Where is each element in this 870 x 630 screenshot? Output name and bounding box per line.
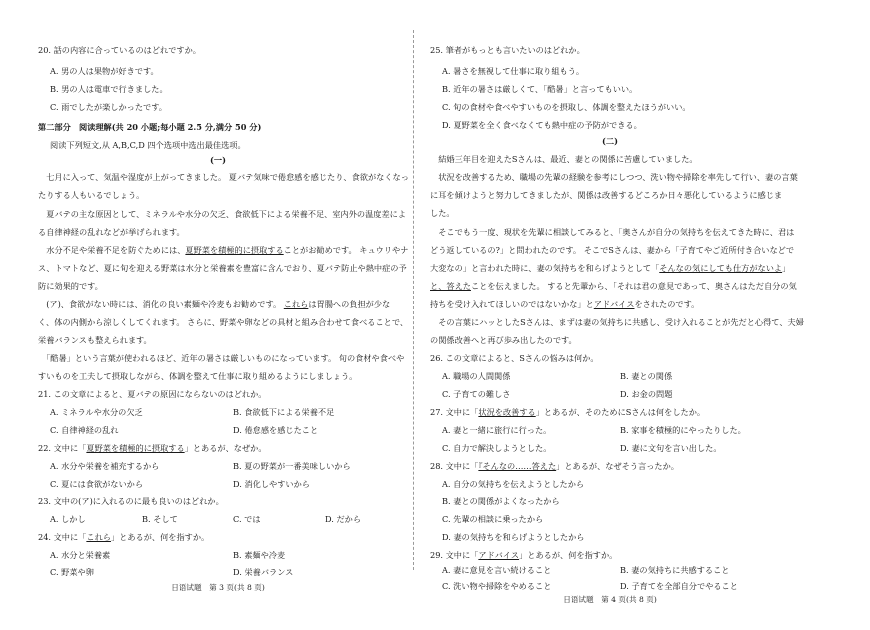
passage1-line: たりする人もいるでしょう。 <box>38 190 145 200</box>
q28-option-c: C. 先輩の相談に乗ったから <box>442 514 544 524</box>
q27-option-d: D. 妻に文句を言い出した。 <box>620 443 722 453</box>
q23-option-a: A. しかし <box>50 514 86 524</box>
q25-option-c: C. 旬の食材や食べやすいものを摂取し、体調を整えたほうがいい。 <box>442 102 691 112</box>
passage1-line: 夏バテの主な原因として、ミネラルや水分の欠乏、食欲低下による栄養不足、室内外の温度差によ <box>38 209 407 219</box>
underlined-phrase-4: アドバイス <box>593 299 635 309</box>
passage1-line: 栄養バランスも整えられます。 <box>38 335 152 345</box>
passage1-marker: (一) <box>210 155 226 165</box>
q25-stem: 25. 筆者がもっとも言いたいのはどれか。 <box>430 45 585 55</box>
underlined-phrase-2: これら <box>283 299 309 309</box>
passage1-line <box>38 300 390 308</box>
text-segment: 」とあるが、なぜそう言ったか。 <box>556 461 679 471</box>
q26-option-c: C. 子育ての難しさ <box>442 389 511 399</box>
q20-option-c: C. 雨でしたが楽しかったです。 <box>50 102 167 112</box>
q24-option-b: B. 素麺や冷麦 <box>233 550 286 560</box>
passage1-line <box>38 246 408 254</box>
passage1-line: 七月に入って、気温や湿度が上がってきました。 夏バテ気味で倦怠感を感じたり、食欲がなくなっ <box>38 172 409 182</box>
q20-stem: 20. 話の内容に合っているのはどれですか。 <box>38 45 201 55</box>
underlined-phrase: これら <box>86 532 111 542</box>
text-segment: 28. 文中に「 <box>430 461 479 471</box>
passage1-line: く、体の内側から涼しくしてくれます。 さらに、野菜や卵などの具材と組み合わせて食べることで、 <box>38 317 409 327</box>
q26-option-a: A. 職場の人間関係 <box>442 371 511 381</box>
text-segment: 22. 文中に「 <box>38 443 87 453</box>
q25-option-a: A. 暑さを無視して仕事に取り組もう。 <box>442 66 585 76</box>
page-footer: 日语试题 第 4 页(共 8 页) <box>563 595 657 604</box>
q26-option-d: D. お金の問題 <box>620 389 673 399</box>
text-segment: 」とあるが、何を指すか。 <box>519 550 618 560</box>
q21-option-c: C. 自律神経の乱れ <box>50 425 119 435</box>
q23-stem: 23. 文中の(ア)に入れるのに最も良いのはどれか。 <box>38 496 224 506</box>
column-divider <box>413 30 414 570</box>
passage2-line: に耳を傾けようと努力してきましたが、関係は改善するどころか日々悪化しているように感じま <box>430 190 783 200</box>
underlined-phrase-3-cont: と、答えた <box>430 281 471 291</box>
underlined-phrase-3: そんなの気にしても仕方がないよ <box>659 263 783 273</box>
q21-option-a: A. ミネラルや水分の欠乏 <box>50 407 143 417</box>
q28-stem <box>430 462 679 470</box>
passage2-marker: (二) <box>602 136 618 146</box>
q24-option-c: C. 野菜や卵 <box>50 567 94 577</box>
underlined-phrase-1: 夏野菜を積極的に摂取する <box>185 245 284 255</box>
q20-option-b: B. 男の人は電車で行きました。 <box>50 84 168 94</box>
text-segment: ことを伝えました。 すると先輩から、「それは君の意見であって、奥さんはただ自分の気 <box>470 281 797 291</box>
q26-option-b: B. 妻との関係 <box>620 371 673 381</box>
q28-option-b: B. 妻との関係がよくなったから <box>442 496 560 506</box>
q27-option-a: A. 妻と一緒に旅行に行った。 <box>442 425 552 435</box>
passage1-line: 防に効果的です。 <box>38 281 103 291</box>
left-page <box>38 0 409 630</box>
passage2-line <box>430 300 699 308</box>
text-segment: ことがお勧めです。 キュウリやナ <box>283 245 409 255</box>
q23-option-b: B. そして <box>142 514 178 524</box>
passage2-line: どう返しているの?」と問われたのです。 そこでSさんは、妻から「子育てやご近所付き合いなどで <box>430 245 795 255</box>
text-segment: 」とあるが、なぜか。 <box>184 443 267 453</box>
passage1-line: ス、トマトなど、夏に旬を迎える野菜は水分と栄養素を豊富に含んでおり、夏バテ防止や熱中症の予 <box>38 263 407 273</box>
passage2-line: 状況を改善するため、職場の先輩の経験を参考にしつつ、洗い物や掃除を率先して行い、妻の言葉 <box>430 172 798 182</box>
page-footer: 日语试题 第 3 页(共 8 页) <box>171 583 265 592</box>
q22-option-d: D. 消化しやすいから <box>233 479 310 489</box>
q27-option-b: B. 家事を積極的にやったりした。 <box>620 425 746 435</box>
q25-option-b: B. 近年の暑さは厳しくて、「酷暑」と言ってもいい。 <box>442 84 638 94</box>
section2-instruction: 阅读下列短文,从 A,B,C,D 四个选项中选出最佳选项。 <box>50 140 246 150</box>
q26-stem: 26. この文章によると、Sさんの悩みは何か。 <box>430 353 599 363</box>
underlined-phrase: 状況を改善する <box>478 407 536 417</box>
q23-option-c: C. では <box>233 514 261 524</box>
section2-title: 第二部分 阅读理解(共 20 小题;每小题 2.5 分,满分 50 分) <box>38 122 262 132</box>
text-segment: 24. 文中に「 <box>38 532 87 542</box>
text-segment: 水分不足や栄養不足を防ぐためには、 <box>38 245 186 255</box>
text-segment: 」とあるが、そのためにSさんは何をしたか。 <box>535 407 706 417</box>
underlined-phrase: 『そんなの……答えた <box>478 461 557 471</box>
underlined-phrase: 夏野菜を積極的に摂取する <box>86 443 185 453</box>
passage2-line <box>430 282 797 290</box>
underlined-phrase: アドバイス <box>478 550 520 560</box>
passage1-line: すいものを工夫して摂取しながら、体調を整えて仕事に取り組めるようにしましょう。 <box>38 371 358 381</box>
passage2-line: 結婚三年目を迎えたSさんは、最近、妻との関係に苦慮していました。 <box>430 154 698 164</box>
text-segment: は胃腸への負担が少な <box>308 299 391 309</box>
q21-stem: 21. この文章によると、夏バテの原因にならないのはどれか。 <box>38 389 267 399</box>
passage2-line <box>430 264 790 272</box>
text-segment: をされたのです。 <box>634 299 700 309</box>
q29-option-a: A. 妻に意見を言い続けること <box>442 565 552 575</box>
q28-option-a: A. 自分の気持ちを伝えようとしたから <box>442 479 585 489</box>
q27-option-c: C. 自力で解決しようとした。 <box>442 443 552 453</box>
q29-stem <box>430 551 617 559</box>
right-page <box>430 0 804 630</box>
q27-stem <box>430 408 705 416</box>
q22-stem <box>38 444 267 452</box>
text-segment: 29. 文中に「 <box>430 550 479 560</box>
q22-option-a: A. 水分や栄養を補充するから <box>50 461 160 471</box>
passage2-line: そこでもう一度、現状を先輩に相談してみると、「奥さんが自分の気持ちを伝えてきた時に、君は <box>430 227 795 237</box>
q29-option-b: B. 妻の気持ちに共感すること <box>620 565 730 575</box>
q21-option-b: B. 食欲低下による栄養不足 <box>233 407 335 417</box>
passage1-line: 「酷暑」という言葉が使われるほど、近年の暑さは厳しいものになっています。 旬の食材や食べや <box>38 353 405 363</box>
text-segment: 持ちを受け入れてほしいのではないかな」と <box>430 299 594 309</box>
q29-option-d: D. 子育てを全部自分でやること <box>620 581 738 591</box>
q24-option-d: D. 栄養バランス <box>233 567 294 577</box>
text-segment: 」とあるが、何を指すか。 <box>110 532 210 542</box>
text-segment: 」 <box>782 263 791 273</box>
text-segment: (ア)、食欲がない時には、消化の良い素麺や冷麦もお勧めです。 <box>38 299 284 309</box>
passage2-line: その言葉にハッとしたSさんは、まずは妻の気持ちに共感し、受け入れることが先だと心得て、夫婦 <box>430 317 804 327</box>
q20-option-a: A. 男の人は果物が好きです。 <box>50 66 159 76</box>
passage2-line: の関係改善へと再び歩み出したのです。 <box>430 335 577 345</box>
text-segment: 大変なの」と言われた時に、妻の気持ちを和らげようとして「 <box>430 263 660 273</box>
q24-stem <box>38 533 209 541</box>
q25-option-d: D. 夏野菜を全く食べなくても熱中症の予防ができる。 <box>442 120 642 130</box>
q22-option-c: C. 夏には食欲がないから <box>50 479 144 489</box>
text-segment: 27. 文中に「 <box>430 407 479 417</box>
passage1-line: る自律神経の乱れなどが挙げられます。 <box>38 227 185 237</box>
q29-option-c: C. 洗い物や掃除をやめること <box>442 581 552 591</box>
q22-option-b: B. 夏の野菜が一番美味しいから <box>233 461 351 471</box>
q24-option-a: A. 水分と栄養素 <box>50 550 111 560</box>
q21-option-d: D. 倦怠感を感じたこと <box>233 425 319 435</box>
q23-option-d: D. だから <box>325 514 362 524</box>
passage2-line: した。 <box>430 208 455 218</box>
q28-option-d: D. 妻の気持ちを和らげようとしたから <box>442 532 585 542</box>
